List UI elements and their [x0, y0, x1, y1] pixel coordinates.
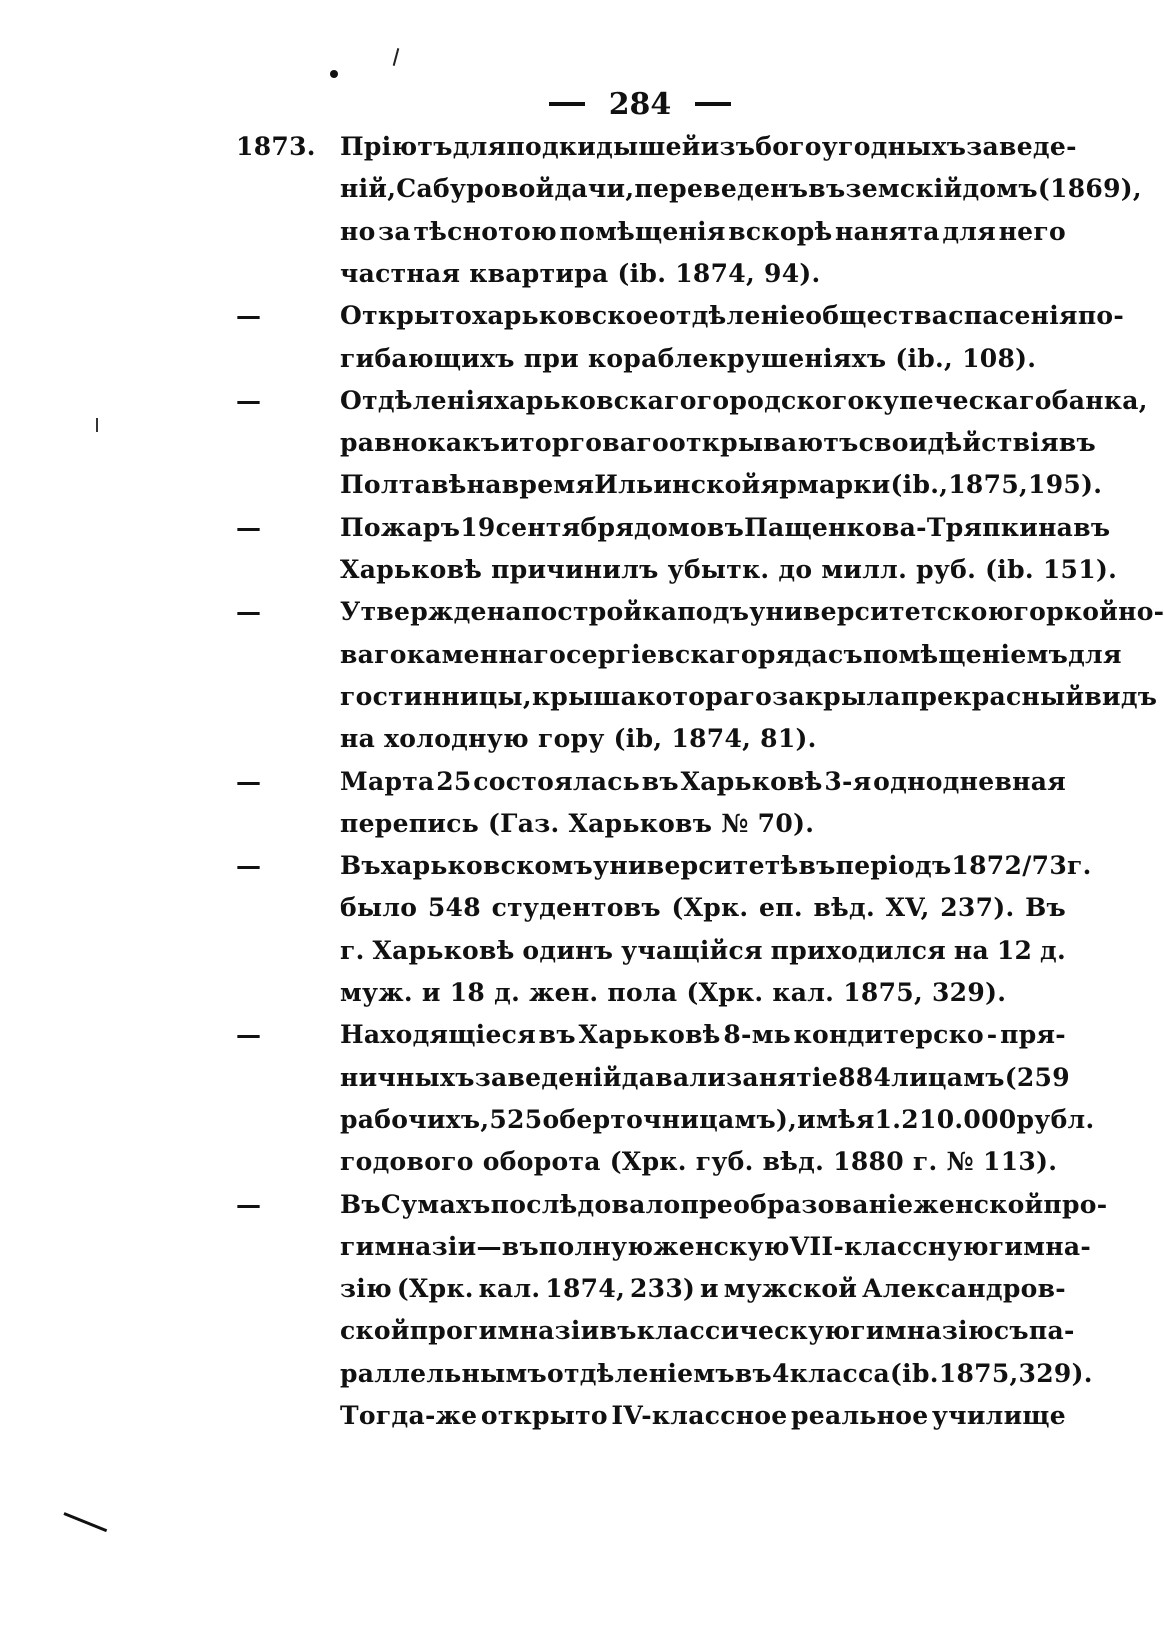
word: IV-классное	[611, 1401, 788, 1430]
line-text	[340, 681, 1158, 711]
text-line	[236, 509, 1111, 551]
word: 525	[489, 1104, 543, 1134]
text-line	[236, 1355, 1093, 1397]
word: Харьковѣ	[578, 1020, 721, 1050]
word: дѣйствія	[927, 428, 1059, 458]
text-line	[236, 1186, 1108, 1228]
word: сергіевскаго	[566, 639, 758, 669]
word: на	[953, 935, 989, 965]
line-text	[340, 1020, 1066, 1049]
word: въ	[1073, 512, 1111, 542]
word: послѣдовало	[490, 1189, 681, 1219]
word: и	[500, 428, 520, 458]
entry-dash: —	[236, 1189, 262, 1219]
word: Пащенкова	[744, 512, 917, 542]
line-text: муж. и 18 д. жен. пола (Хрк. кал. 1875, 329).	[340, 978, 1007, 1007]
word: для	[1068, 639, 1122, 669]
word: равно	[340, 428, 428, 458]
header-dash-right	[695, 102, 731, 106]
word: давали	[621, 1062, 727, 1092]
word: торговаго	[519, 428, 669, 458]
text-line	[236, 974, 1066, 1016]
line-text	[340, 1401, 1066, 1430]
word: каменнаго	[406, 639, 567, 669]
word: учащійся	[621, 935, 763, 965]
word: кондитерско	[793, 1020, 985, 1050]
word: 329).	[1018, 1358, 1093, 1388]
word: 25	[436, 766, 472, 796]
word: (259	[1004, 1062, 1070, 1092]
word: университетскою	[749, 597, 1014, 627]
word: открываютъ	[668, 428, 859, 458]
line-text	[340, 639, 1122, 669]
word: г.	[340, 935, 365, 965]
word: но-	[1118, 597, 1164, 627]
word: вѣд.	[813, 893, 875, 923]
word: VII-классную	[789, 1231, 989, 1261]
ink-mark	[96, 418, 98, 432]
word: свои	[858, 428, 928, 458]
ink-speck	[330, 70, 338, 78]
word: прогимназіи	[409, 1316, 600, 1346]
word: мужской	[723, 1274, 858, 1304]
word: ской	[340, 1316, 410, 1346]
word: однодневная	[873, 766, 1066, 796]
word: харьковское	[472, 301, 659, 331]
word: отдѣленіе	[658, 301, 806, 331]
entry-dash: —	[236, 766, 262, 796]
word: ваго	[340, 639, 407, 669]
entry-dash: —	[236, 385, 262, 415]
word: земскій	[845, 174, 963, 204]
word: Утверждена	[340, 597, 522, 627]
word: одинъ	[522, 935, 614, 965]
word: женскую	[653, 1231, 790, 1261]
text-line	[236, 466, 1103, 508]
entry-dash: —	[236, 851, 262, 881]
text-line	[236, 551, 1118, 593]
word: гимназіи—въ	[340, 1231, 539, 1261]
word: Харьковѣ	[680, 766, 823, 796]
word: 1874,	[545, 1274, 626, 1304]
word: въ	[1058, 428, 1097, 458]
word: горкой	[1013, 597, 1119, 627]
text-line	[236, 424, 1097, 466]
word: 548	[427, 893, 481, 923]
line-text: перепись (Газ. Харьковъ № 70).	[340, 808, 815, 838]
word: (ib.,	[890, 470, 949, 500]
word: ряда	[757, 639, 828, 669]
text-line	[236, 763, 1066, 805]
text-line	[236, 889, 1066, 931]
text-line	[236, 1270, 1066, 1312]
ink-scratch	[63, 1512, 107, 1532]
word: Пожаръ	[340, 512, 461, 542]
word: 233)	[629, 1274, 696, 1304]
word: по-	[1077, 301, 1125, 331]
line-text	[340, 767, 1066, 796]
word: подкидышей	[506, 132, 701, 161]
word: въ	[734, 1358, 772, 1388]
text-line	[236, 170, 1142, 212]
word: Харьковѣ	[372, 935, 515, 965]
word: -	[986, 1020, 998, 1050]
line-text	[340, 597, 1164, 627]
word: Александров-	[862, 1274, 1066, 1304]
word: оберточницамъ),	[542, 1104, 798, 1134]
word: училище	[931, 1401, 1066, 1430]
word: Пріютъ	[340, 132, 453, 161]
word: подъ	[677, 597, 750, 627]
word: Тряпкина	[926, 512, 1074, 542]
line-text	[340, 893, 1066, 922]
text-line	[236, 636, 1122, 678]
word: ярмарки	[760, 470, 891, 500]
word: котораго	[637, 681, 773, 711]
word: 4	[772, 1358, 790, 1388]
word: заведе-	[966, 132, 1077, 161]
line-text	[340, 132, 1077, 161]
word: въ	[599, 1316, 637, 1346]
word: харьковскомъ	[380, 851, 594, 881]
word: переведенъ	[634, 174, 809, 204]
ink-mark	[393, 48, 400, 66]
line-text	[340, 1104, 1095, 1134]
word: (ib.	[890, 1358, 939, 1388]
word: лицамъ	[891, 1062, 1005, 1092]
word: изъ	[700, 132, 756, 161]
word: на	[466, 470, 502, 500]
header-dash-left	[549, 102, 585, 106]
word: въ	[538, 1020, 576, 1050]
word: видъ	[1084, 681, 1158, 711]
line-text	[340, 385, 1148, 415]
word: полную	[538, 1231, 654, 1261]
text-line	[236, 1228, 1092, 1270]
word: зію	[340, 1274, 392, 1304]
word: ній,	[340, 174, 397, 204]
word: открыто	[480, 1401, 608, 1430]
word: тѣснотою	[413, 216, 557, 246]
word: рабочихъ,	[340, 1104, 490, 1134]
word: класса	[789, 1358, 891, 1388]
text-line	[236, 805, 1066, 847]
line-text: на холодную гору (ib, 1874, 81).	[340, 724, 817, 754]
word: гимназію	[850, 1316, 994, 1346]
word: Въ	[1025, 893, 1066, 923]
line-text	[340, 1274, 1066, 1303]
word: въ	[641, 766, 679, 796]
word: закрыла	[772, 681, 901, 711]
line-text	[340, 1062, 1070, 1092]
word: для	[942, 216, 997, 246]
text-line	[236, 932, 1066, 974]
word: банка,	[1051, 385, 1148, 415]
word: Сабуровой	[396, 174, 555, 204]
word: харьковскаго	[494, 385, 697, 415]
word: 3-я	[824, 766, 872, 796]
word: было	[340, 893, 418, 923]
word: 1.210.000	[874, 1104, 1017, 1134]
word: дачи,	[554, 174, 635, 204]
line-text: Харьковѣ причинилъ убытк. до милл. руб. (ib. 151).	[340, 555, 1118, 584]
line-text: частная квартира (ib. 1874, 94).	[340, 258, 821, 288]
line-text	[340, 428, 1097, 458]
line-text	[340, 470, 1103, 500]
word: общества	[805, 301, 949, 331]
word: крыша	[531, 681, 638, 711]
entry-dash: —	[236, 597, 262, 627]
text-line	[236, 720, 1066, 762]
line-text	[340, 301, 1125, 331]
word: заведеній	[474, 1062, 622, 1092]
text-line	[236, 1397, 1066, 1439]
word: гостинницы,	[340, 681, 532, 711]
page-number: 284	[608, 86, 672, 122]
line-text	[340, 217, 1066, 246]
word: время	[501, 470, 595, 500]
word: студентовъ	[491, 893, 661, 923]
word: домовъ	[634, 512, 745, 542]
text-line	[236, 847, 1092, 889]
word: него	[998, 216, 1066, 246]
word: кал.	[478, 1274, 541, 1304]
page-header	[500, 84, 780, 124]
word: приходился	[770, 935, 947, 965]
word: Открыто	[340, 301, 473, 331]
word: богоугодныхъ	[755, 132, 967, 161]
word: -	[916, 512, 927, 542]
word: имѣя	[797, 1104, 875, 1134]
line-text	[340, 1358, 1093, 1388]
word: для	[452, 132, 507, 161]
word: Отдѣленія	[340, 385, 495, 415]
word: съ	[827, 639, 863, 669]
word: раллельнымъ	[340, 1358, 547, 1388]
word: 195).	[1028, 470, 1103, 500]
text-line	[236, 1059, 1070, 1101]
entry-year: 1873.	[236, 132, 316, 161]
word: Тогда-же	[340, 1401, 478, 1430]
text-line	[236, 213, 1066, 255]
text-line	[236, 678, 1158, 720]
word: 1875,	[948, 470, 1029, 500]
word: домъ	[962, 174, 1038, 204]
word: помѣщеніемъ	[862, 639, 1069, 669]
word: городского	[696, 385, 865, 415]
text-line	[236, 1016, 1066, 1058]
word: Въ	[340, 1189, 381, 1219]
word: классическую	[636, 1316, 851, 1346]
word: вскорѣ	[728, 216, 833, 246]
word: г.	[1067, 851, 1092, 881]
word: 8-мь	[723, 1020, 791, 1050]
text-line	[236, 1143, 1066, 1185]
entry-dash: —	[236, 512, 262, 542]
line-text	[340, 851, 1092, 881]
word: преобразованіе	[680, 1189, 914, 1219]
line-text	[340, 174, 1142, 204]
word: отдѣленіемъ	[547, 1358, 735, 1388]
text-line	[236, 1101, 1095, 1143]
word: и	[700, 1274, 719, 1304]
word: за	[378, 216, 411, 246]
line-text: годового оборота (Хрк. губ. вѣд. 1880 г. № 113).	[340, 1147, 1058, 1177]
word: Полтавѣ	[340, 470, 467, 500]
word: 12	[996, 935, 1033, 965]
line-text: гибающихъ при кораблекрушеніяхъ (ib., 108).	[340, 343, 1037, 373]
word: 1872/73	[951, 851, 1068, 881]
text-line	[236, 593, 1164, 635]
word: па-	[1028, 1316, 1075, 1346]
word: съ	[993, 1316, 1029, 1346]
word: про-	[1043, 1189, 1108, 1219]
word: спасенія	[948, 301, 1078, 331]
word: (Хрк.	[671, 893, 749, 923]
word: постройка	[521, 597, 678, 627]
word: еп.	[759, 893, 803, 923]
word: занятіе	[726, 1062, 839, 1092]
line-text	[340, 1316, 1075, 1346]
word: Въ	[340, 851, 381, 881]
word: сентября	[495, 512, 634, 542]
entry-dash: —	[236, 1020, 262, 1050]
word: реальное	[790, 1401, 929, 1430]
word: 1875,	[938, 1358, 1019, 1388]
word: Сумахъ	[380, 1189, 491, 1219]
word: Ильинской	[594, 470, 761, 500]
word: 19	[460, 512, 496, 542]
text-line	[236, 1312, 1075, 1354]
word: (1869),	[1037, 174, 1142, 204]
line-text	[340, 512, 1111, 542]
word: XV,	[885, 893, 930, 923]
text-line	[236, 297, 1125, 339]
word: нанята	[835, 216, 940, 246]
word: Находящіеся	[340, 1020, 536, 1050]
word: д.	[1040, 935, 1066, 965]
word: состоялась	[473, 766, 641, 796]
text-line	[236, 128, 1077, 170]
word: какъ	[427, 428, 501, 458]
word: но	[340, 216, 376, 246]
word: ничныхъ	[340, 1062, 475, 1092]
word: женской	[913, 1189, 1044, 1219]
word: помѣщенія	[559, 216, 726, 246]
line-text	[340, 936, 1066, 965]
word: купеческаго	[864, 385, 1052, 415]
word: періодъ	[835, 851, 952, 881]
line-text	[340, 1231, 1092, 1261]
text-line	[236, 382, 1148, 424]
word: въ	[808, 174, 846, 204]
word: пря-	[1000, 1020, 1066, 1050]
line-text	[340, 1189, 1108, 1219]
word: Марта	[340, 766, 435, 796]
word: гимна-	[988, 1231, 1092, 1261]
entry-dash: —	[236, 301, 262, 331]
word: 884	[838, 1062, 892, 1092]
word: (Хрк.	[396, 1274, 474, 1304]
word: 237).	[940, 893, 1015, 923]
word: въ	[798, 851, 836, 881]
word: рубл.	[1016, 1104, 1095, 1134]
text-line	[236, 255, 1066, 297]
word: прекрасный	[900, 681, 1085, 711]
text-line	[236, 340, 1066, 382]
word: университетѣ	[593, 851, 799, 881]
